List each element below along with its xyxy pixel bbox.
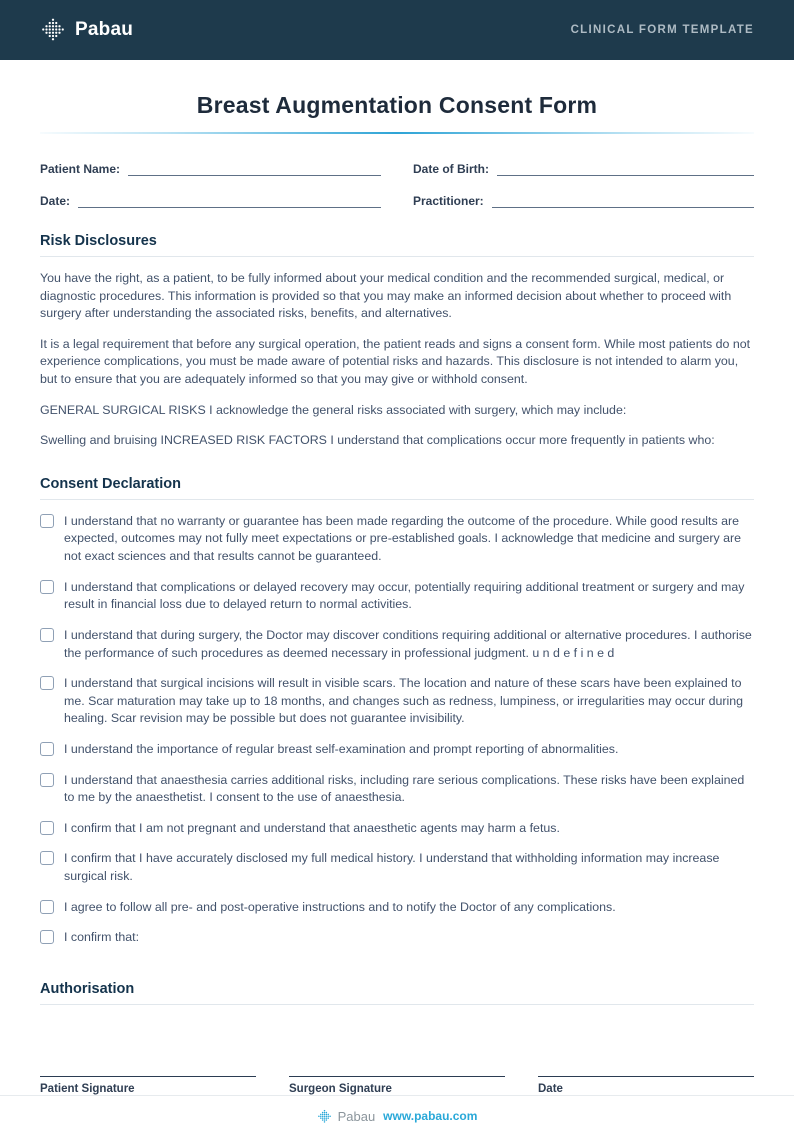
form-body — [0, 60, 794, 1095]
practitioner-input-line[interactable] — [492, 194, 754, 208]
pabau-logo-icon — [40, 17, 66, 43]
surgeon-signature-block — [289, 1063, 505, 1095]
patient-name-input-line[interactable] — [128, 162, 381, 176]
risk-disclosures-heading: Risk Disclosures — [40, 233, 754, 257]
consent-item — [40, 741, 754, 759]
consent-item — [40, 820, 754, 838]
consent-item — [40, 772, 754, 807]
footer-brand — [317, 1109, 376, 1124]
consent-item — [40, 627, 754, 662]
brand-name: Pabau — [75, 19, 134, 40]
consent-item — [40, 675, 754, 728]
consent-checkbox[interactable] — [40, 676, 54, 690]
patient-signature-label: Patient Signature — [40, 1082, 135, 1095]
date-input-line[interactable] — [78, 194, 381, 208]
date-signature-block — [538, 1063, 754, 1095]
consent-item — [40, 929, 754, 947]
patient-fields — [40, 158, 754, 208]
surgeon-signature-label: Surgeon Signature — [289, 1082, 392, 1095]
consent-item-text: I understand that during surgery, the Doctor may discover conditions requiring additional or alternative procedures. I authorise the performance of such procedures as deemed necessary in professional judgment. u n d e f i n e d — [64, 627, 752, 660]
consent-item-text: I understand that surgical incisions will result in visible scars. The location and nature of these scars have been explained to me. Scar maturation may take up to 18 months, and changes such as redness, lumpiness, or irregularities may occur during healing. Scar revision may be possible but does not guarantee invisibility. — [64, 676, 744, 726]
consent-item — [40, 899, 754, 917]
page-footer — [0, 1095, 794, 1138]
brand-logo — [40, 17, 133, 43]
consent-checkbox[interactable] — [40, 580, 54, 594]
date-of-birth-input-line[interactable] — [497, 162, 754, 176]
field-practitioner — [413, 190, 754, 208]
page-title: Breast Augmentation Consent Form — [196, 92, 598, 118]
header-bar — [0, 0, 794, 60]
surgeon-signature-line[interactable] — [289, 1063, 505, 1077]
risk-paragraph: Swelling and bruising INCREASED RISK FACTORS I understand that complications occur more frequently in patients who: — [40, 433, 715, 448]
consent-item-text: I confirm that I am not pregnant and understand that anaesthetic agents may harm a fetus. — [64, 820, 560, 835]
authorisation-heading: Authorisation — [40, 981, 754, 1005]
consent-item — [40, 579, 754, 614]
signature-row — [40, 1063, 754, 1095]
consent-checkbox[interactable] — [40, 628, 54, 642]
field-label: Practitioner: — [413, 194, 484, 208]
consent-item-text: I confirm that: — [64, 930, 140, 945]
field-label: Date of Birth: — [413, 162, 489, 176]
date-signature-label: Date — [538, 1082, 563, 1095]
consent-item-text: I understand that anaesthesia carries additional risks, including rare serious complications. These risks have been explained to me by the anaesthetist. I consent to the use of anaesthesia. — [64, 772, 745, 805]
patient-signature-line[interactable] — [40, 1063, 256, 1077]
patient-signature-block — [40, 1063, 256, 1095]
date-signature-line[interactable] — [538, 1063, 754, 1077]
field-date-of-birth — [413, 158, 754, 176]
consent-checkbox[interactable] — [40, 514, 54, 528]
risk-paragraph: It is a legal requirement that before any surgical operation, the patient reads and signs a consent form. While most patients do not experience complications, you must be made aware of potential risks and hazards. This disclosure is not intended to alarm you, but to ensure that you are adequately informed so that you may give or withhold consent. — [40, 336, 751, 387]
consent-item-text: I confirm that I have accurately disclosed my full medical history. I understand that withholding information may increase surgical risk. — [64, 851, 720, 884]
consent-checkbox[interactable] — [40, 742, 54, 756]
footer-brand-name: Pabau — [337, 1108, 376, 1124]
title-divider — [40, 132, 754, 134]
consent-item — [40, 513, 754, 566]
field-label: Patient Name: — [40, 162, 121, 176]
field-label: Date: — [40, 194, 71, 208]
consent-checkbox[interactable] — [40, 821, 54, 835]
pabau-footer-logo-icon — [317, 1109, 332, 1124]
consent-declaration-heading: Consent Declaration — [40, 476, 754, 500]
consent-checkbox[interactable] — [40, 773, 54, 787]
risk-paragraph: GENERAL SURGICAL RISKS I acknowledge the general risks associated with surgery, which may include: — [40, 402, 627, 417]
consent-item-text: I understand that no warranty or guarantee has been made regarding the outcome of the procedure. While good results are expected, outcomes may not fully meet expectations or pre-established goals. I acknowledge that medicine and surgery are not exact sciences and that results cannot be guaranteed. — [64, 513, 742, 564]
header-tagline: CLINICAL FORM TEMPLATE — [570, 24, 754, 36]
consent-checkbox[interactable] — [40, 900, 54, 914]
consent-item-text: I agree to follow all pre- and post-operative instructions and to notify the Doctor of any complications. — [64, 899, 616, 914]
risk-paragraph: You have the right, as a patient, to be fully informed about your medical condition and the recommended surgical, medical, or diagnostic procedures. This information is provided so that you may make an informed decision about whether to proceed with surgery after understanding the associated risks, benefits, and alternatives. — [40, 271, 732, 321]
consent-checkbox[interactable] — [40, 851, 54, 865]
footer-website-link[interactable]: www.pabau.com — [383, 1109, 478, 1124]
field-date — [40, 190, 381, 208]
consent-item — [40, 850, 754, 885]
consent-item-text: I understand the importance of regular breast self-examination and prompt reporting of abnormalities. — [64, 741, 619, 756]
field-patient-name — [40, 158, 381, 176]
consent-checkbox[interactable] — [40, 930, 54, 944]
consent-item-text: I understand that complications or delayed recovery may occur, potentially requiring additional treatment or surgery and may result in financial loss due to delayed return to normal activities. — [64, 579, 745, 612]
